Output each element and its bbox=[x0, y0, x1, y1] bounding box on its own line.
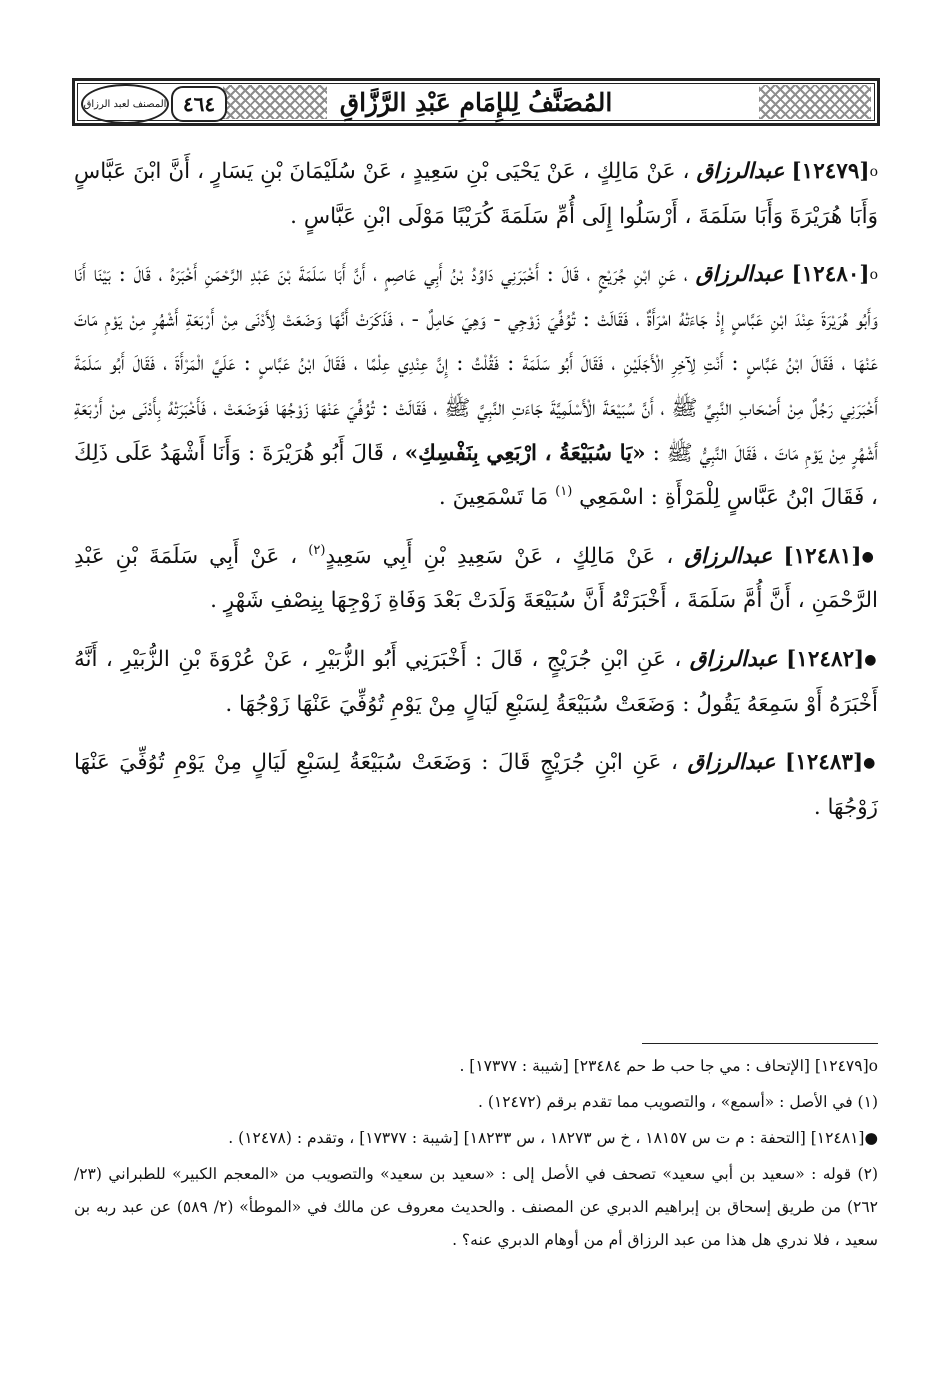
entry-number: [١٢٤٧٩] bbox=[791, 159, 870, 184]
entry-text: ، عَنِ ابْنِ جُرَيْجٍ ، قَالَ : أَخْبَرَنِي أَبُو الزُّبَيْرِ ، عَنْ عُرْوَةَ بْنِ الزُّبَيْرِ ، أَنَّهُ أَخْبَرَهُ أَوْ سَمِعَهُ يَقُولُ : وَضَعَتْ سُبَيْعَةُ لِسَبْعِ لَيَالٍ مِنْ يَوْمِ تُوُفِّيَ عَنْهَا زَوْجُهَا . bbox=[74, 646, 878, 717]
book-seal-logo: المصنف لعبد الرزاق bbox=[81, 84, 169, 124]
entry-marker: ● bbox=[864, 651, 878, 668]
hadith-entry-12479 bbox=[74, 150, 878, 239]
entry-source: عبدالرزاق bbox=[696, 159, 785, 184]
entry-marker: ● bbox=[861, 548, 878, 565]
entry-number: [١٢٤٨٣] bbox=[785, 750, 864, 776]
entry-text: ، عَنْ مَالِكٍ ، عَنْ سَعِيدِ بْنِ أَبِي سَعِيدٍ bbox=[325, 543, 674, 569]
footnote-divider bbox=[642, 1043, 878, 1044]
header-ornament-right bbox=[759, 85, 871, 119]
entry-source: عبدالرزاق bbox=[689, 646, 778, 672]
footnote-ref[interactable]: (٢) bbox=[308, 542, 326, 558]
entry-source: عبدالرزاق bbox=[695, 262, 784, 288]
entry-text: ، عَنِ ابْنِ جُرَيْجٍ ، قَالَ : أَخْبَرَنِي دَاوُدُ بْنُ أَبِي عَاصِمٍ ، أَنَّ أَبَا سَلَمَةَ بْنَ عَبْدِ الرَّحْمَنِ أَخْبَرَهُ ، قَالَ : بَيْنَا أَنَا وَأَبُو هُرَيْرَةَ عِنْدَ ابْنِ عَبَّاسٍ إِذْ جَاءَتْهُ امْرَأَةٌ ، فَقَالَتْ : تُوُفِّيَ زَوْجِي - وَهِيَ حَامِلٌ - ، فَذَكَرَتْ أَنَّهَا وَضَعَتْ لِأَدْنَى مِنْ أَرْبَعَةِ أَشْهُرٍ مِنْ يَوْمِ مَاتَ عَنْهَا ، فَقَالَ ابْنُ عَبَّاسٍ : أَنْتِ لِآخِرِ الْأَجَلَيْنِ ، فَقَالَ أَبُو سَلَمَةَ : فَقُلْتُ : إِنَّ عِنْدِي عِلْمًا ، فَقَالَ ابْنُ عَبَّاسٍ : عَلَيَّ الْمَرْأَةَ ، فَقَالَ أَبُو سَلَمَةَ أَخْبَرَنِي رَجُلٌ مِنْ أَصْحَابِ النَّبِيِّ ﷺ ، أَنَّ سُبَيْعَةَ الْأَسْلَمِيَّةَ جَاءَتِ النَّبِيَّ ﷺ ، فَقَالَتْ : تُوُفِّيَ عَنْهَا زَوْجُهَا فَوَضَعَتْ ، فَأَخْبَرَتْهُ بِأَدْنَى مِنْ أَرْبَعَةِ أَشْهُرٍ مِنْ يَوْمِ مَاتَ ، فَقَالَ النَّبِيُّ ﷺ : bbox=[74, 262, 878, 466]
entry-text-end: مَا تَسْمَعِينَ . bbox=[438, 485, 549, 511]
footnote-2: (٢) قوله : «سعيد بن أبي سعيد» تصحف في الأصل إلى : «سعيد بن سعيد» والتصويب من «المعجم الكبير» للطبراني (٢٣/ ٢٦٢) من طريق إسحاق بن إبراهيم الدبري عن المصنف . والحديث معروف عن مالك في «الموطأ» (٢/ ٥٨٩) عن عبد ربه بن سعيد ، فلا ندري هل هذا من عبد الرزاق أم من أوهام الدبري عنه؟ . bbox=[74, 1165, 879, 1249]
header-ornament-left bbox=[223, 85, 327, 119]
entry-marker: ο bbox=[869, 267, 878, 284]
footnote-1: (١) في الأصل : «أسمع» ، والتصويب مما تقدم برقم (١٢٤٧٢) . bbox=[477, 1093, 878, 1111]
page-number: ٤٦٤ bbox=[171, 86, 227, 122]
hadith-entry-12483 bbox=[74, 741, 878, 830]
running-title: المُصَنَّفُ لِلإِمَامِ عَبْدِ الرَّزَّاقِ bbox=[328, 88, 625, 117]
hadith-entry-12480 bbox=[74, 253, 878, 521]
entry-source: عبدالرزاق bbox=[684, 543, 773, 569]
entry-number: [١٢٤٨٠] bbox=[791, 262, 870, 288]
footnotes bbox=[74, 1050, 878, 1260]
footnote-ref[interactable]: (١) bbox=[555, 484, 573, 500]
hadith-entry-12481 bbox=[74, 535, 878, 624]
prophetic-saying: «يَا سُبَيْعَةُ ، ارْبَعِي بِنَفْسِكِ» bbox=[404, 440, 646, 466]
entry-number: [١٢٤٨٢] bbox=[786, 646, 865, 672]
entry-text-continued: ، عَنْ أَبِي سَلَمَةَ بْنِ عَبْدِ الرَّحْمَنِ ، أَنَّ أُمَّ سَلَمَةَ ، أَخْبَرَتْهُ أَنَّ سُبَيْعَةَ وَلَدَتْ بَعْدَ وَفَاةِ زَوْجِهَا بِنِصْفِ شَهْرٍ . bbox=[74, 543, 878, 614]
entry-source: عبدالرزاق bbox=[687, 750, 776, 776]
entry-text: ، عَنِ ابْنِ جُرَيْجٍ قَالَ : وَضَعَتْ سُبَيْعَةُ لِسَبْعِ لَيَالٍ مِنْ يَوْمِ تُوُفِّيَ عَنْهَا زَوْجُهَا . bbox=[74, 750, 878, 820]
footnote-takhrij-12481: ●[١٢٤٨١] [التحفة : م ت س ١٨١٥٧ ، خ س ١٨٢٧٣ ، س ١٨٢٣٣] [شيبة : ١٧٣٧٧] ، وتقدم : (١٢٤٧٨) . bbox=[228, 1129, 878, 1147]
footnote-takhrij-12479: ο[١٢٤٧٩] [الإتحاف : مي جا حب ط حم ٢٣٤٨٤] [شيبة : ١٧٣٧٧] . bbox=[459, 1057, 878, 1075]
page-header bbox=[72, 78, 880, 126]
entry-marker: ● bbox=[863, 755, 879, 772]
entry-marker: ο bbox=[869, 164, 879, 180]
hadith-entry-12482 bbox=[74, 638, 878, 727]
entry-text-continued: ، قَالَ أَبُو هُرَيْرَةَ : وَأَنَا أَشْهَدُ عَلَى ذَلِكَ ، فَقَالَ ابْنُ عَبَّاسٍ لِلْمَرْأَةِ : اسْمَعِي bbox=[74, 440, 878, 511]
entry-number: [١٢٤٨١] bbox=[783, 543, 862, 569]
entry-text: ، عَنْ مَالِكٍ ، عَنْ يَحْيَى بْنِ سَعِيدٍ ، عَنْ سُلَيْمَانَ بْنِ يَسَارٍ ، أَنَّ ابْنَ عَبَّاسٍ وَأَبَا هُرَيْرَةَ وَأَبَا سَلَمَةَ ، أَرْسَلُوا إِلَى أُمِّ سَلَمَةَ كُرَيْبًا مَوْلَى ابْنِ عَبَّاسٍ . bbox=[74, 159, 878, 229]
main-text bbox=[74, 150, 878, 844]
